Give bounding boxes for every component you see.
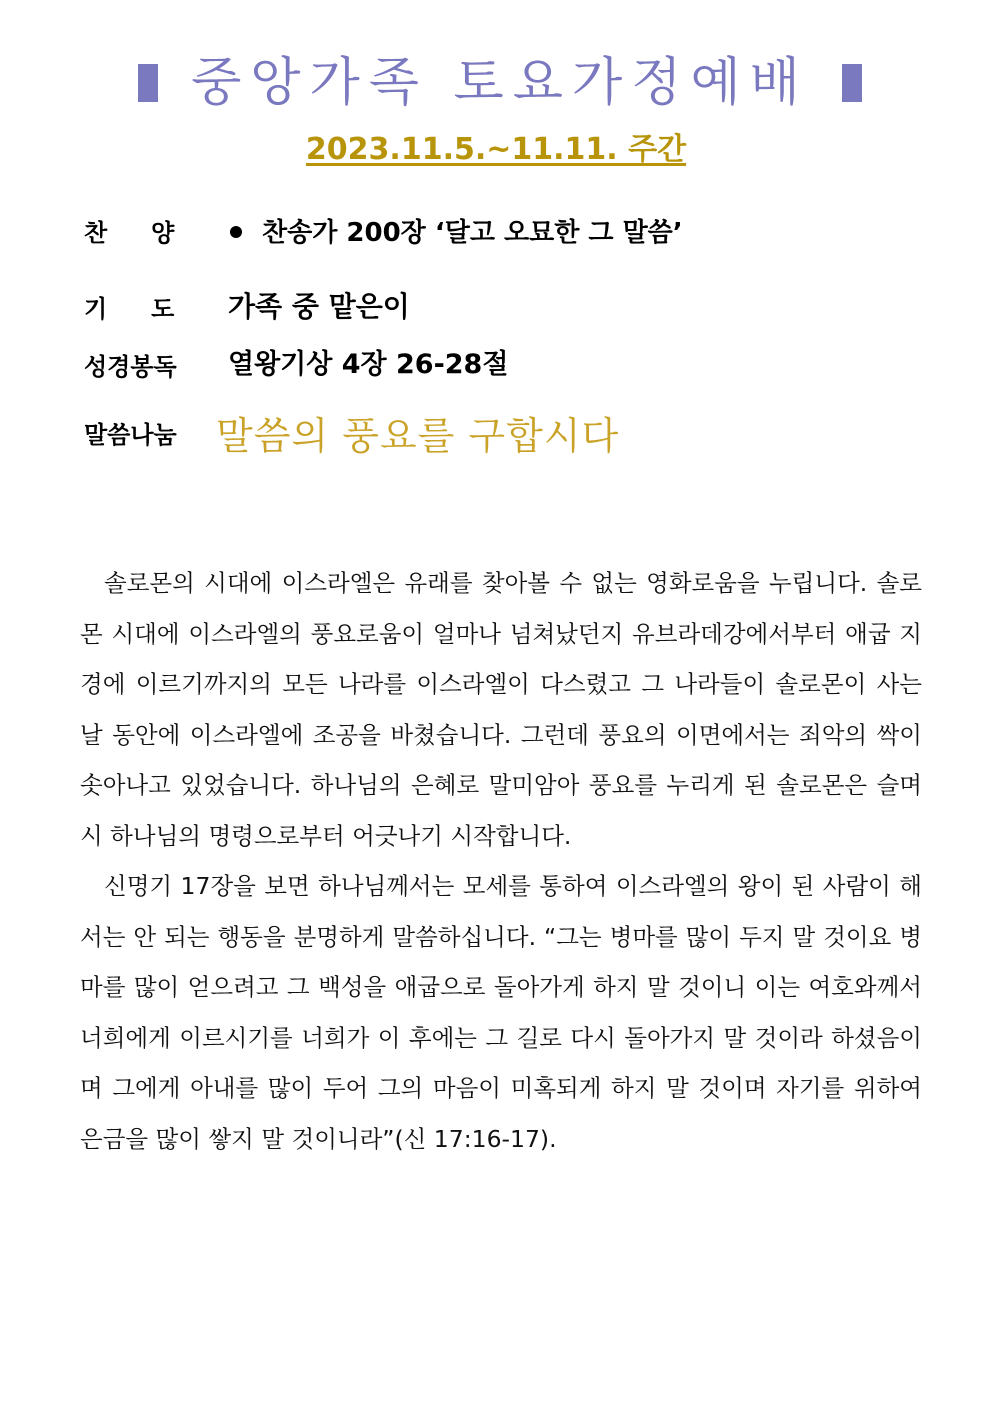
page-title: 중앙가족 토요가정예배: [191, 53, 809, 113]
prayer-label: 기도: [84, 295, 219, 323]
sermon-body: [80, 558, 922, 1164]
week-range: [0, 128, 992, 172]
reading-value: 열왕기상 4장 26-28절: [228, 349, 509, 380]
sermon-label: 말씀나눔: [84, 421, 177, 449]
body-paragraph: 신명기 17장을 보면 하나님께서는 모세를 통하여 이스라엘의 왕이 된 사람이 해서는 안 되는 행동을 분명하게 말씀하십니다. “그는 병마를 많이 두지 말 것이요 병마를 많이 얻으려고 그 백성을 애굽으로 돌아가게 하지 말 것이니 이는 여호와께서 너희에게 이르시기를 너희가 이 후에는 그 길로 다시 돌아가지 말 것이라 하셨음이며 그에게 아내를 많이 두어 그의 마음이 미혹되게 하지 말 것이며 자기를 위하여 은금을 많이 쌓지 말 것이니라”(신 17:16-17).: [80, 872, 922, 1153]
title-bar-left: [138, 64, 158, 102]
sermon-title: 말씀의 풍요를 구합시다: [216, 414, 620, 458]
body-paragraph: 솔로몬의 시대에 이스라엘은 유래를 찾아볼 수 없는 영화로움을 누립니다. 솔로몬 시대에 이스라엘의 풍요로움이 얼마나 넘쳐났던지 유브라데강에서부터 애굽 지경에 이르기까지의 모든 나라를 이스라엘이 다스렸고 그 나라들이 솔로몬이 사는 날 동안에 이스라엘에 조공을 바쳤습니다. 그런데 풍요의 이면에서는 죄악의 싹이 솟아나고 있었습니다. 하나님의 은혜로 말미암아 풍요를 누리게 된 솔로몬은 슬며시 하나님의 명령으로부터 어긋나기 시작합니다.: [80, 569, 922, 850]
hymn-row: [228, 216, 683, 250]
bullet-icon: [230, 226, 242, 238]
week-range-text: 2023.11.5.~11.11. 주간: [305, 132, 687, 167]
prayer-value: 가족 중 맡은이: [228, 290, 410, 323]
reading-label: 성경봉독: [84, 353, 177, 381]
title-row: [0, 48, 992, 118]
title-bar-right: [842, 64, 862, 102]
hymn-value: 찬송가 200장 ‘달고 오묘한 그 말씀’: [262, 218, 683, 248]
hymn-label: 찬양: [84, 219, 219, 247]
